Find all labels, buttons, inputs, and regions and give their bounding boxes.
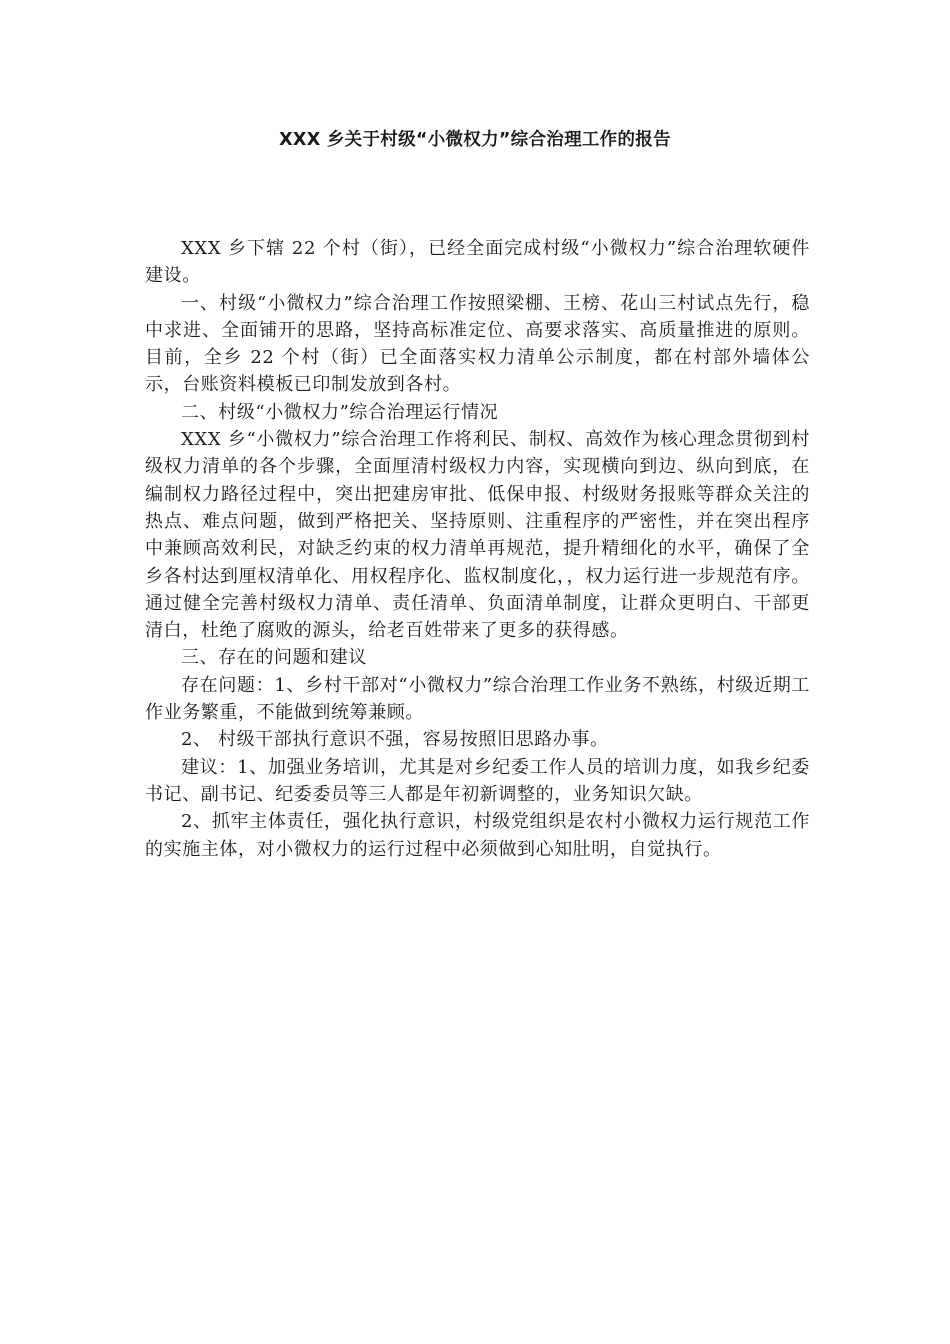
- document-body: [145, 235, 810, 863]
- paragraph-suggestion-2: 2、抓牢主体责任，强化执行意识，村级党组织是农村小微权力运行规范工作的实施主体，对小微权力的运行过程中必须做到心知肚明，自觉执行。: [145, 811, 810, 860]
- paragraph-suggestion-1: 建议：1、加强业务培训，尤其是对乡纪委工作人员的培训力度，如我乡纪委书记、副书记、纪委委员等三人都是年初新调整的，业务知识欠缺。: [145, 756, 810, 805]
- document-title: XXX 乡关于村级“小微权力”综合治理工作的报告: [279, 130, 671, 150]
- heading-section-2: 二、村级“小微权力”综合治理运行情况: [181, 401, 499, 423]
- paragraph-problem-1: 存在问题：1、乡村干部对“小微权力”综合治理工作业务不熟练，村级近期工作业务繁重，不能做到统筹兼顾。: [145, 674, 810, 724]
- paragraph-problem-2: 2、 村级干部执行意识不强，容易按照旧思路办事。: [181, 729, 609, 751]
- heading-section-3: 三、存在的问题和建议: [181, 647, 367, 669]
- paragraph-section-2: XXX 乡“小微权力”综合治理工作将利民、制权、高效作为核心理念贯彻到村级权力清单的各个步骤，全面厘清村级权力内容，实现横向到边、纵向到底，在编制权力路径过程中，突出把建房审批、低保申报、村级财务报账等群众关注的热点、难点问题，做到严格把关、坚持原则、注重程序的严密性，并在突出程序中兼顾高效利民，对缺乏约束的权力清单再规范，提升精细化的水平，确保了全乡各村达到厘权清单化、用权程序化、监权制度化，，权力运行进一步规范有序。通过健全完善村级权力清单、责任清单、负面清单制度，让群众更明白、干部更清白，杜绝了腐败的源头，给老百姓带来了更多的获得感。: [145, 429, 810, 642]
- paragraph-section-1: 一、村级“小微权力”综合治理工作按照梁棚、王榜、花山三村试点先行，稳中求进、全面铺开的思路，坚持高标准定位、高要求落实、高质量推进的原则。目前，全乡 22 个村（街）已全面落实权力清单公示制度，都在村部外墙体公示，台账资料模板已印制发放到各村。: [145, 292, 810, 396]
- paragraph-intro: XXX 乡下辖 22 个村（街），已经全面完成村级“小微权力”综合治理软硬件建设。: [145, 238, 810, 287]
